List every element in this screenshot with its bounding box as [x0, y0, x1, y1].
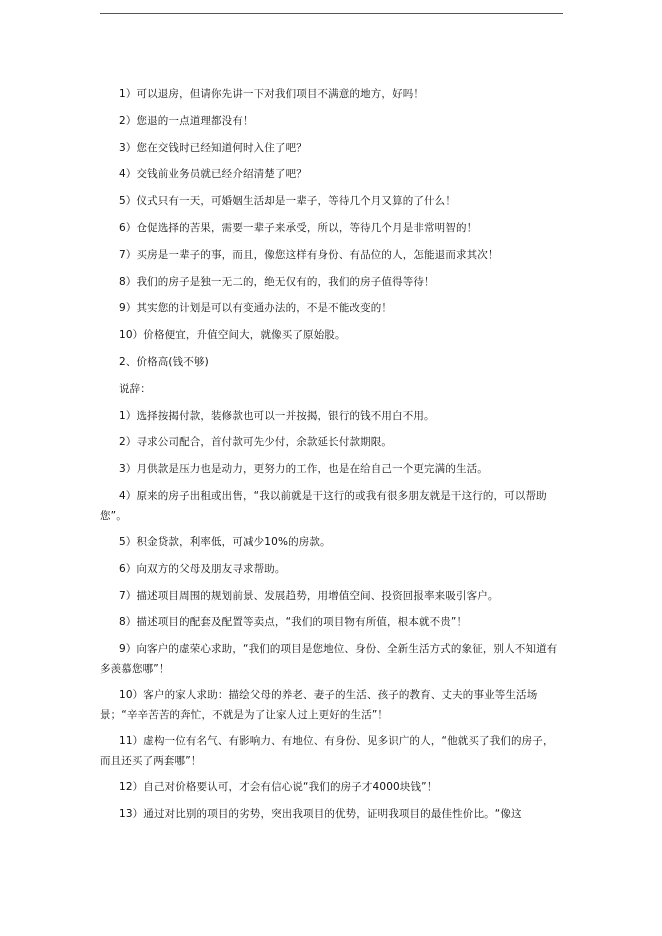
paragraph: 7）描述项目周围的规划前景、发展趋势，用增值空间、投资回报率来吸引客户。	[119, 589, 499, 602]
paragraph: 13）通过对比别的项目的劣势，突出我项目的优势，证明我项目的最佳性价比。“像这	[119, 807, 522, 820]
paragraph: 2）寻求公司配合，首付款可先少付，余款延长付款期限。	[119, 436, 393, 449]
paragraph: 2）您退的一点道理都没有！	[119, 114, 254, 127]
document-body	[100, 84, 563, 831]
paragraph: 4）原来的房子出租或出售，“我以前就是干这行的或我有很多朋友就是干这行的，可以帮助您”。	[100, 489, 547, 522]
paragraph: 11）虚构一位有名气、有影响力、有地位、有身份、见多识广的人，“他就买了我们的房子，而且还买了两套哪”！	[100, 735, 554, 768]
paragraph: 3）您在交钱时已经知道何时入住了吧？	[119, 141, 307, 154]
paragraph: 8）描述项目的配套及配置等卖点，“我们的项目物有所值，根本就不贵”！	[119, 616, 468, 629]
subheading-label: 说辞：	[119, 382, 151, 395]
paragraph: 5）仪式只有一天，可婚姻生活却是一辈子，等待几个月又算的了什么！	[119, 195, 456, 208]
paragraph: 8）我们的房子是独一无二的，绝无仅有的，我们的房子值得等待！	[119, 275, 435, 288]
paragraph: 5）积金贷款，利率低，可减少10%的房款。	[119, 535, 331, 548]
paragraph: 4）交钱前业务员就已经介绍清楚了吧？	[119, 168, 307, 181]
paragraph: 1）可以退房，但请你先讲一下对我们项目不满意的地方，好吗！	[119, 88, 425, 100]
paragraph: 12）自己对价格要认可，才会有信心说“我们的房子才4000块钱”！	[119, 781, 438, 794]
paragraph: 1）选择按揭付款，装修款也可以一并按揭，银行的钱不用白不用。	[119, 409, 435, 422]
paragraph: 3）月供款是压力也是动力，更努力的工作，也是在给自己一个更完满的生活。	[119, 463, 488, 476]
paragraph: 10）价格便宜，升值空间大，就像买了原始股。	[119, 329, 346, 342]
paragraph: 6）仓促选择的苦果，需要一辈子来承受，所以，等待几个月是非常明智的！	[119, 221, 478, 234]
paragraph: 9）其实您的计划是可以有变通办法的，不是不能改变的！	[119, 302, 393, 315]
paragraph: 9）向客户的虚荣心求助，“我们的项目是您地位、身份、全新生活方式的象征，别人不知道有多羡慕您哪”！	[100, 643, 558, 676]
section-heading: 2、价格高(钱不够)	[119, 355, 209, 368]
paragraph: 10）客户的家人求助：描绘父母的养老、妻子的生活、孩子的教育、丈夫的事业等生活场景；“辛辛苦苦的奔忙，不就是为了让家人过上更好的生活”！	[100, 689, 538, 722]
header-rule	[100, 13, 563, 14]
paragraph: 6）向双方的父母及朋友寻求帮助。	[119, 562, 286, 575]
paragraph: 7）买房是一辈子的事，而且，像您这样有身份、有品位的人，怎能退而求其次！	[119, 248, 499, 261]
